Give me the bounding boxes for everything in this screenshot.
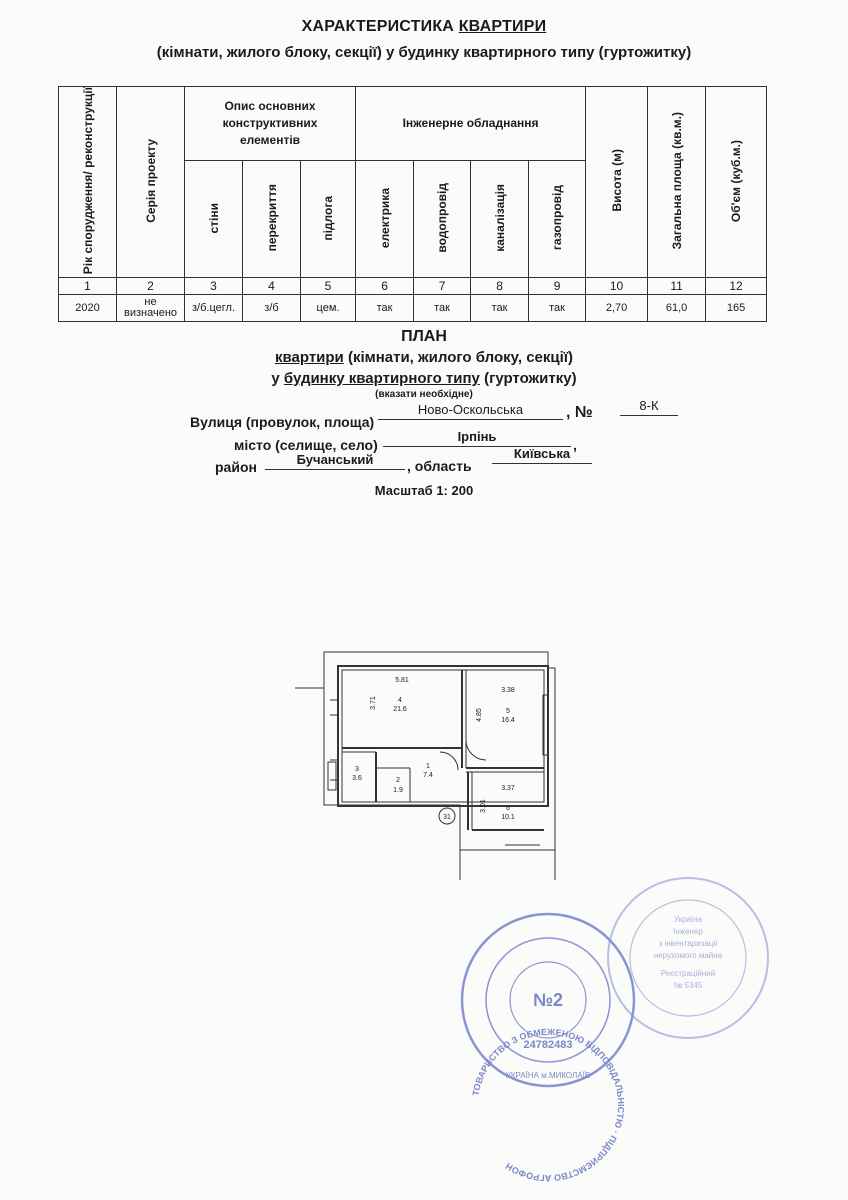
- room1-num: 1: [426, 763, 430, 770]
- stamp-right-line3: з інвентаризації: [658, 939, 718, 948]
- header-floors: перекриття: [243, 161, 301, 278]
- stamp-number: №2: [532, 990, 564, 1010]
- stamp-right-line1: Україна: [673, 915, 703, 924]
- room6-width: 3.37: [501, 785, 515, 792]
- room1-area: 7.4: [423, 772, 433, 779]
- value-floor: цем.: [301, 295, 356, 322]
- room6-area: 10.1: [501, 814, 515, 821]
- header-walls: стіни: [185, 161, 243, 278]
- plan-note: (вказати необхідне): [375, 389, 473, 400]
- plan-line-2: у будинку квартирного типу (гуртожитку): [271, 370, 577, 387]
- room6-length: 3.01: [480, 799, 487, 813]
- stamp-bottom: УКРАЇНА м.МИКОЛАЇВ: [505, 1071, 591, 1080]
- room5-num: 5: [506, 708, 510, 715]
- plan-title: ПЛАН: [401, 328, 447, 345]
- header-water: водопровід: [414, 161, 471, 278]
- value-height: 2,70: [586, 295, 648, 322]
- value-floors: з/б: [243, 295, 301, 322]
- room5-width: 3.38: [501, 687, 515, 694]
- street-label: Вулиця (провулок, площа): [190, 414, 375, 430]
- value-series: не визначено: [117, 295, 185, 322]
- stamp-right-line5: Реєстраційний: [660, 969, 716, 978]
- header-year: Рік спорудження/ реконструкції: [59, 87, 117, 278]
- city-label: місто (селище, село): [234, 437, 378, 453]
- header-gas: газопровід: [529, 161, 586, 278]
- company-stamp: [462, 914, 634, 1183]
- stamp-right-line4: нерухомого майна: [653, 951, 723, 960]
- header-engineering-group: Інженерне обладнання: [356, 87, 586, 161]
- room3-area: 3.6: [352, 775, 362, 782]
- room2-area: 1.9: [393, 787, 403, 794]
- stamp-right-line2: Інженер: [673, 927, 703, 936]
- header-volume: Об'єм (куб.м.): [706, 87, 767, 278]
- engineer-stamp: [608, 878, 768, 1038]
- title-prefix: ХАРАКТЕРИСТИКА: [301, 18, 455, 35]
- value-year: 2020: [59, 295, 117, 322]
- header-electric: електрика: [356, 161, 414, 278]
- value-volume: 165: [706, 295, 767, 322]
- value-water: так: [414, 295, 471, 322]
- header-floor: підлога: [301, 161, 356, 278]
- room6-num: 6: [506, 805, 510, 812]
- header-structure-group: Опис основних конструктивних елементів: [185, 87, 356, 161]
- number-value: 8-К: [620, 398, 678, 416]
- title-underlined: КВАРТИРИ: [458, 18, 547, 35]
- stamp-right-line6: № 5345: [673, 981, 703, 990]
- region-label: , область: [407, 458, 472, 474]
- header-area: Загальна площа (кв.м.): [648, 87, 706, 278]
- document-title: [0, 18, 848, 36]
- value-sewer: так: [471, 295, 529, 322]
- room5-area: 16.4: [501, 717, 515, 724]
- room4-width: 5.81: [395, 677, 409, 684]
- header-series: Серія проекту: [117, 87, 185, 278]
- plan-line-1: квартири (кімнати, жилого блоку, секції): [274, 349, 573, 366]
- district-value: Бучанський: [265, 452, 405, 470]
- header-sewer: каналізація: [471, 161, 529, 278]
- room5-length: 4.85: [476, 708, 483, 722]
- district-label: район: [215, 459, 257, 475]
- room4-length: 3.71: [370, 696, 377, 710]
- room3-width: 3: [355, 766, 359, 773]
- stamp-code: 24782483: [523, 1039, 573, 1051]
- axis-label: 31: [443, 814, 451, 821]
- stamp-ring-text: ТОВАРИСТВО З ОБМЕЖЕНОЮ ВІДПОВІДАЛЬНІСТЮ · ПІДПРИЄМСТВО АГРОФОН: [470, 1026, 627, 1184]
- header-height: Висота (м): [586, 87, 648, 278]
- value-walls: з/б.цегл.: [185, 295, 243, 322]
- value-gas: так: [529, 295, 586, 322]
- room4-area: 21.6: [393, 706, 407, 713]
- region-value: Київська: [492, 446, 592, 464]
- number-label: , №: [566, 404, 593, 421]
- street-value: Ново-Оскольська: [378, 402, 563, 420]
- city-suffix: ,: [573, 437, 577, 453]
- city-value: Ірпінь: [383, 429, 571, 447]
- table-value-row: [59, 295, 767, 322]
- room2-num: 2: [396, 777, 400, 784]
- document-subtitle: (кімнати, жилого блоку, секції) у будинку квартирного типу (гуртожитку): [156, 44, 692, 61]
- scale-label: Масштаб 1: 200: [374, 483, 474, 498]
- value-area: 61,0: [648, 295, 706, 322]
- room4-num: 4: [398, 697, 402, 704]
- table-number-row: 1 2 3 4 5 6 7 8 9 10 11 12: [59, 278, 767, 295]
- characteristics-table: [58, 86, 767, 322]
- value-electric: так: [356, 295, 414, 322]
